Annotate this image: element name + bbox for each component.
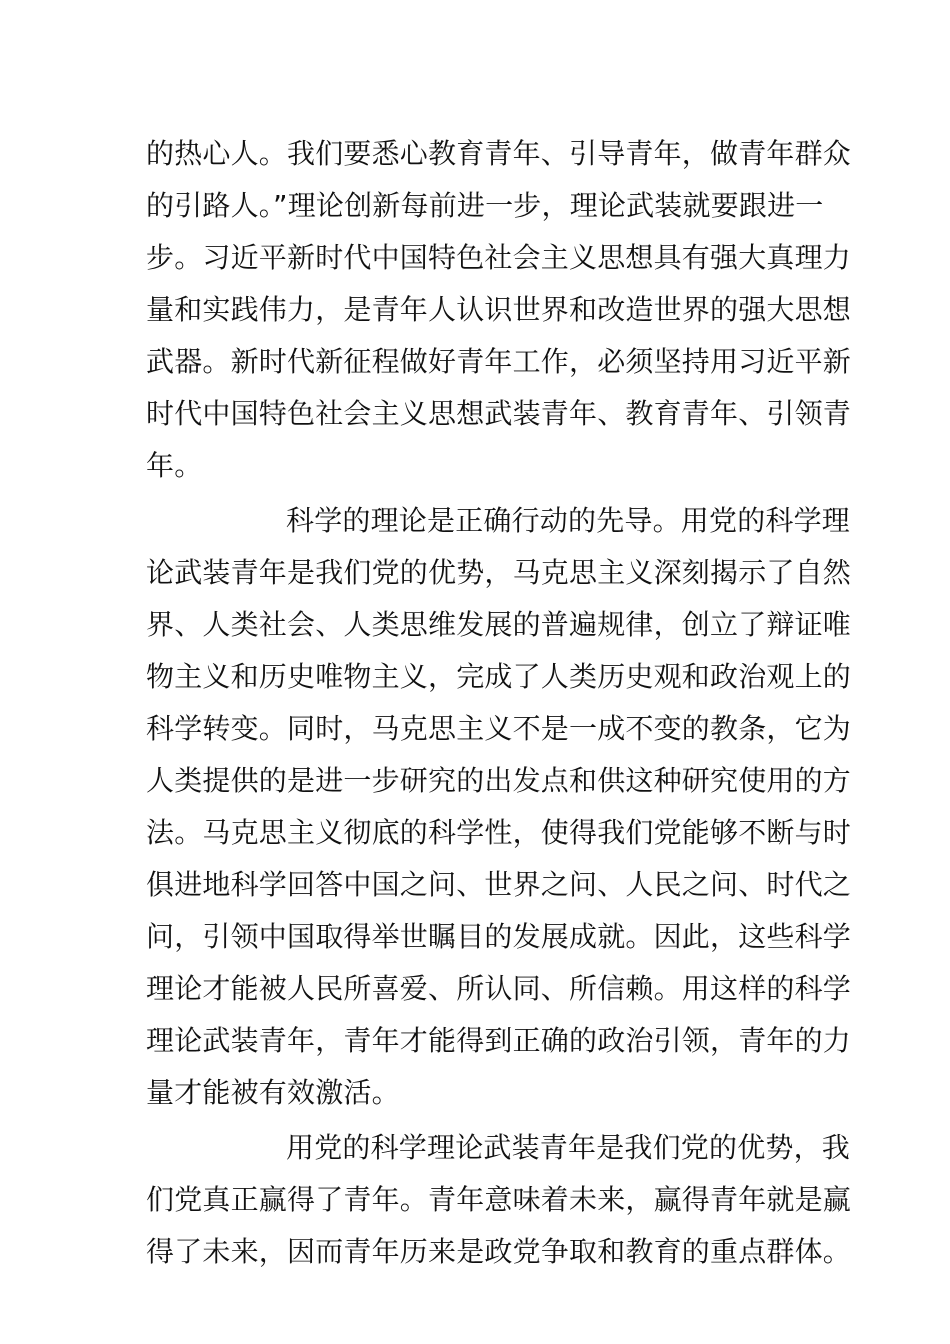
text-line: 量才能被有效激活。 (146, 1076, 400, 1109)
text-line: 的热心人。我们要悉心教育青年、引导青年，做青年群众 (146, 137, 852, 170)
text-line: 论武装青年是我们党的优势，马克思主义深刻揭示了自然 (146, 556, 852, 589)
text-line: 理论才能被人民所喜爱、所认同、所信赖。用这样的科学 (146, 972, 852, 1005)
text-line: 的引路人。”理论创新每前进一步，理论武装就要跟进一 (146, 189, 824, 222)
text-line: 俱进地科学回答中国之问、世界之问、人民之问、时代之 (146, 868, 852, 901)
text-line: 年。 (146, 449, 203, 482)
text-line: 用党的科学理论武装青年是我们党的优势，我 (286, 1131, 851, 1164)
text-line: 问，引领中国取得举世瞩目的发展成就。因此，这些科学 (146, 920, 852, 953)
text-line: 界、人类社会、人类思维发展的普遍规律，创立了辩证唯 (146, 608, 852, 641)
text-line: 步。习近平新时代中国特色社会主义思想具有强大真理力 (146, 241, 852, 274)
text-line: 物主义和历史唯物主义，完成了人类历史观和政治观上的 (146, 660, 852, 693)
text-line: 得了未来，因而青年历来是政党争取和教育的重点群体。 (146, 1235, 852, 1268)
text-line: 科学转变。同时，马克思主义不是一成不变的教条，它为 (146, 712, 852, 745)
text-line: 理论武装青年，青年才能得到正确的政治引领，青年的力 (146, 1024, 852, 1057)
text-line: 武器。新时代新征程做好青年工作，必须坚持用习近平新 (146, 345, 852, 378)
text-line: 量和实践伟力，是青年人认识世界和改造世界的强大思想 (146, 293, 852, 326)
text-line: 们党真正赢得了青年。青年意味着未来，赢得青年就是赢 (146, 1183, 852, 1216)
text-line: 人类提供的是进一步研究的出发点和供这种研究使用的方 (146, 764, 852, 797)
text-line: 时代中国特色社会主义思想武装青年、教育青年、引领青 (146, 397, 852, 430)
text-line: 科学的理论是正确行动的先导。用党的科学理 (286, 504, 851, 537)
text-line: 法。马克思主义彻底的科学性，使得我们党能够不断与时 (146, 816, 852, 849)
